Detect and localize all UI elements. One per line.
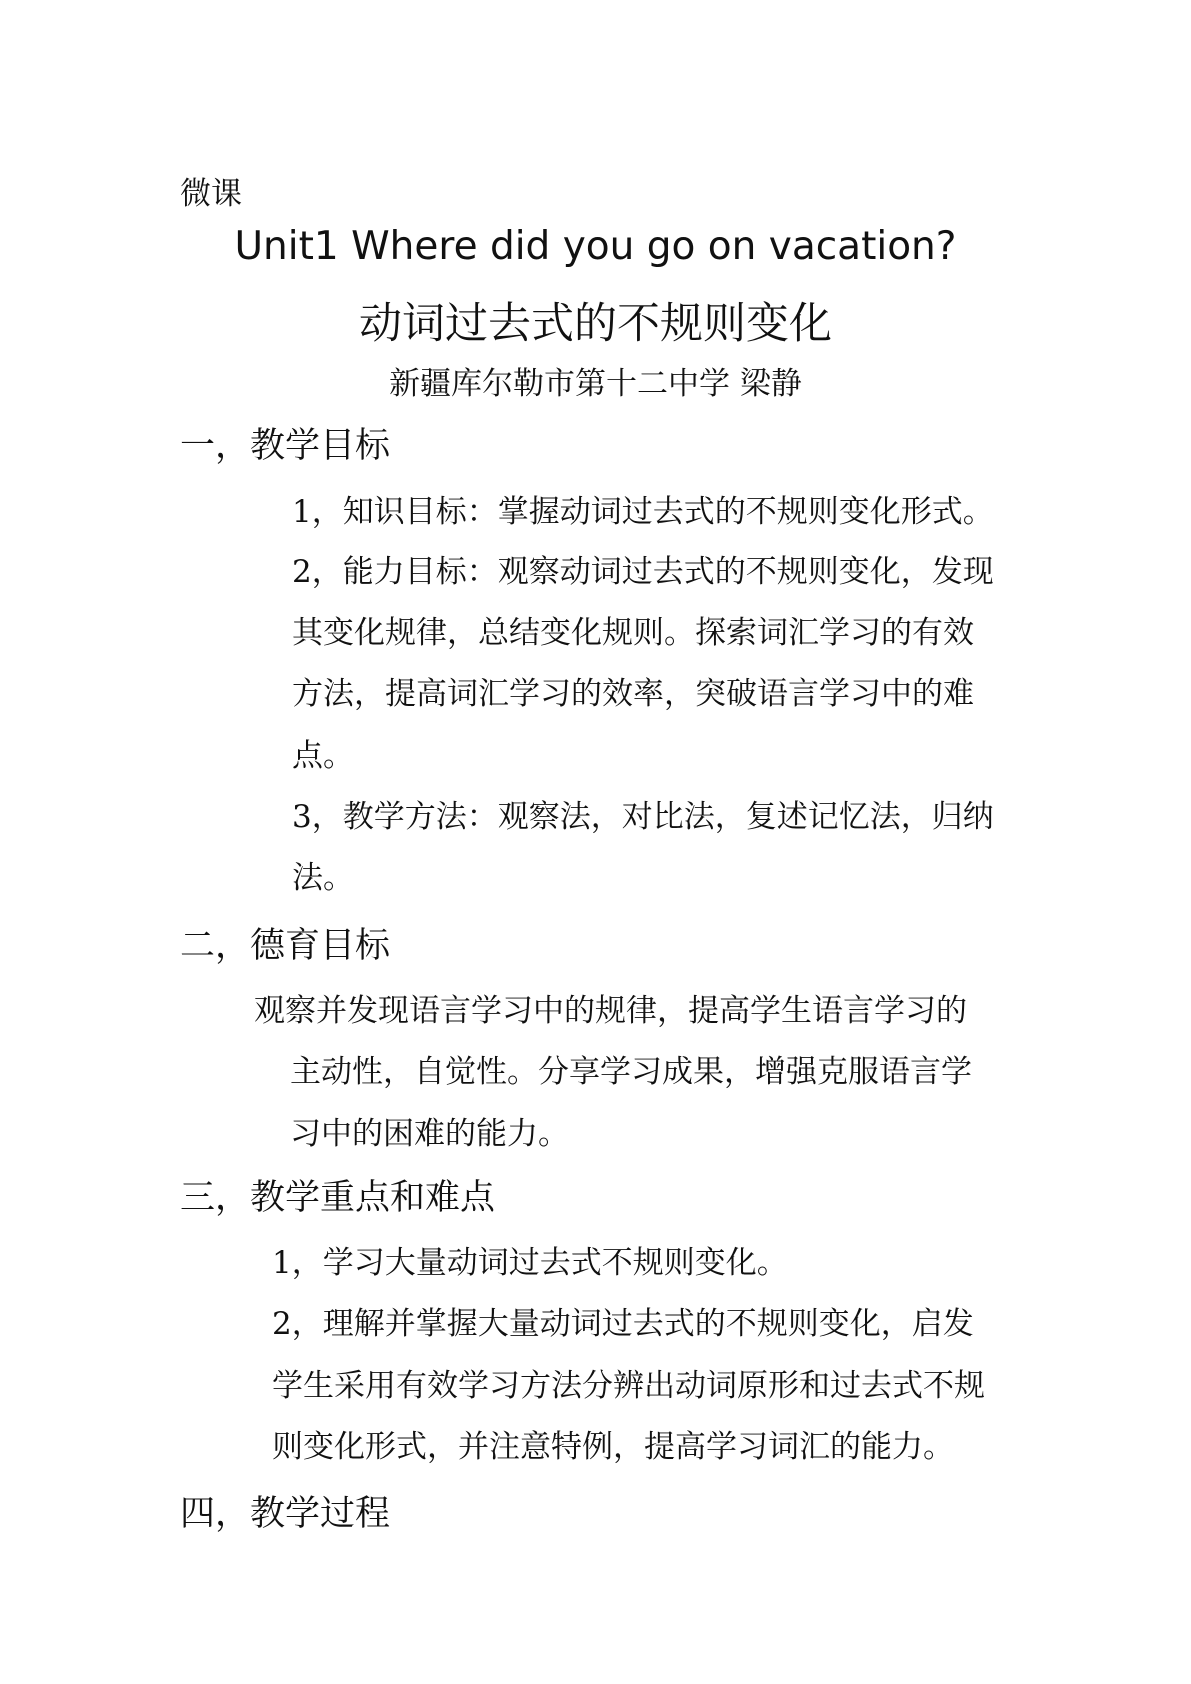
section-heading: 三，教学重点和难点 (180, 1178, 496, 1218)
paragraph-line: 方法，提高词汇学习的效率，突破语言学习中的难 (292, 676, 974, 712)
paragraph-line: 主动性，自觉性。分享学习成果，增强克服语言学 (290, 1054, 972, 1090)
paragraph-line: 2，理解并掌握大量动词过去式的不规则变化，启发 (272, 1306, 974, 1342)
paragraph-line: 习中的困难的能力。 (290, 1116, 569, 1152)
title-english: Unit1 Where did you go on vacation? (234, 224, 957, 269)
paragraph-line: 1，知识目标：掌握动词过去式的不规则变化形式。 (292, 494, 994, 530)
paragraph-line: 2，能力目标：观察动词过去式的不规则变化，发现 (292, 554, 994, 590)
paragraph-line: 法。 (292, 860, 354, 896)
section-heading: 二，德育目标 (180, 926, 391, 966)
section-heading: 四，教学过程 (180, 1494, 391, 1534)
author-line: 新疆库尔勒市第十二中学 梁静 (389, 366, 802, 402)
paragraph-line: 3，教学方法：观察法，对比法，复述记忆法，归纳 (292, 799, 994, 835)
paragraph-line: 则变化形式，并注意特例，提高学习词汇的能力。 (272, 1429, 954, 1465)
section-heading: 一，教学目标 (180, 426, 391, 466)
paragraph-line: 1，学习大量动词过去式不规则变化。 (272, 1245, 788, 1281)
paragraph-line: 其变化规律，总结变化规则。探索词汇学习的有效 (292, 615, 974, 651)
paragraph-line: 学生采用有效学习方法分辨出动词原形和过去式不规 (272, 1368, 985, 1404)
paragraph-line: 观察并发现语言学习中的规律，提高学生语言学习的 (254, 993, 967, 1029)
header-label: 微课 (180, 176, 242, 212)
paragraph-line: 点。 (292, 738, 354, 774)
title-chinese: 动词过去式的不规则变化 (359, 299, 832, 349)
